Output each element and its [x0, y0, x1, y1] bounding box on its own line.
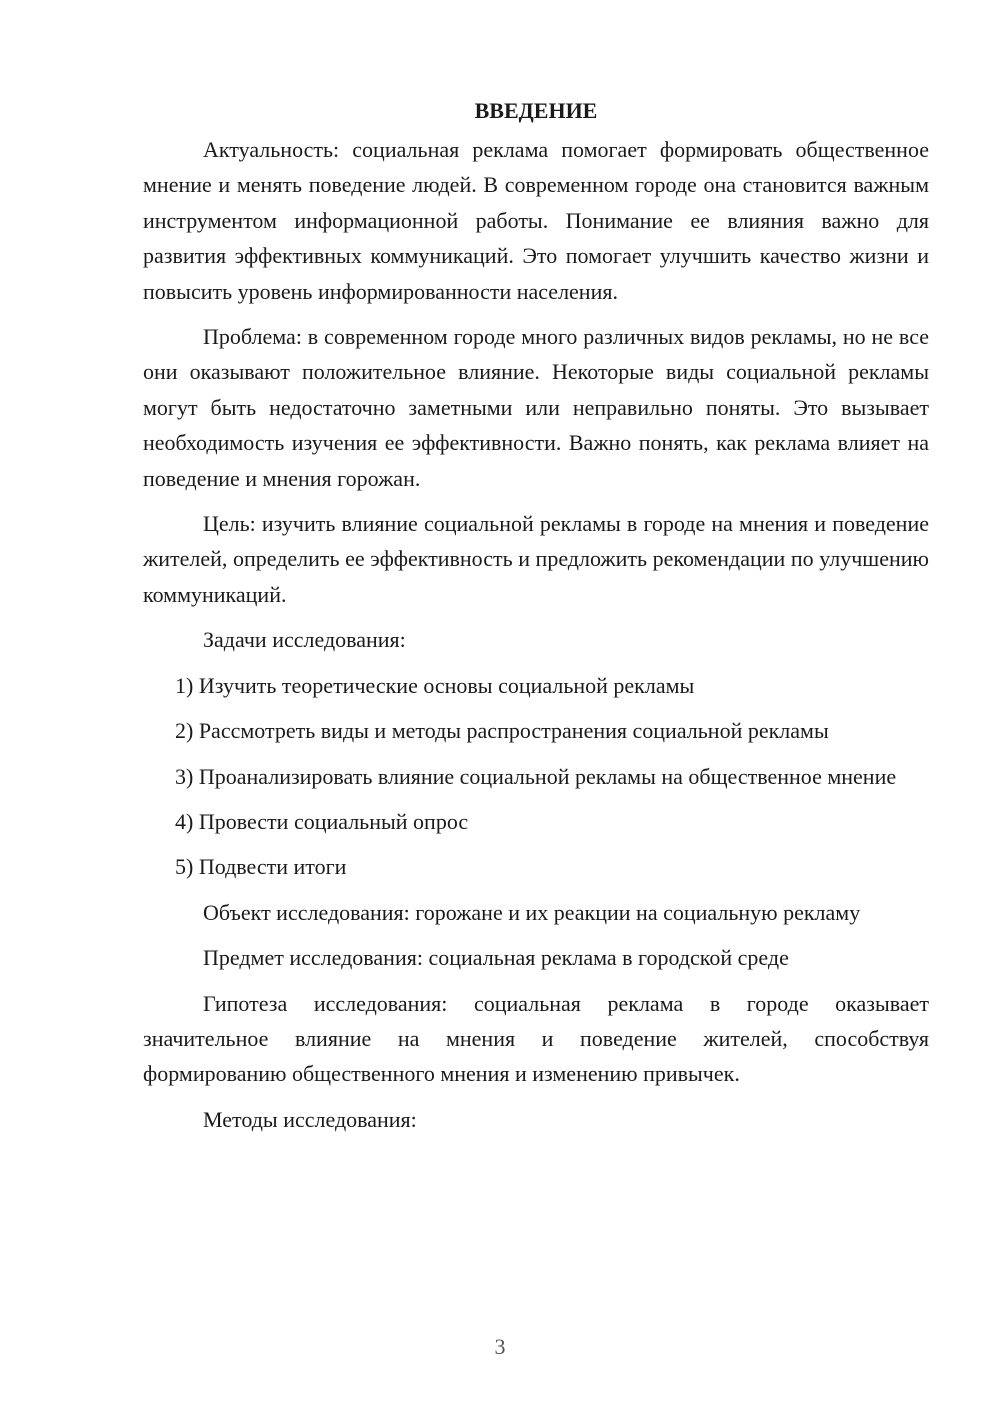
- list-item-task-3: 3) Проанализировать влияние социальной рекламы на общественное мнение: [175, 763, 897, 789]
- list-item-task-1: 1) Изучить теоретические основы социальной рекламы: [175, 672, 695, 698]
- paragraph-subject: Предмет исследования: социальная реклама в городской среде: [203, 945, 789, 971]
- paragraph-relevance: Актуальность: социальная реклама помогает формировать общественное мнение и менять поведение людей. В современном городе она становится важным инструментом информационной работы. Понимание ее влияния важно для развития эффективных коммуникаций. Это помогает улучшить качество жизни и повысить уровень информированности населения.: [143, 137, 929, 304]
- paragraph-goal: Цель: изучить влияние социальной рекламы в городе на мнения и поведение жителей, определить ее эффективность и предложить рекомендации по улучшению коммуникаций.: [143, 511, 929, 607]
- list-item-task-2: 2) Рассмотреть виды и методы распространения социальной рекламы: [175, 718, 829, 744]
- page-title: ВВЕДЕНИЕ: [474, 98, 598, 123]
- document-page: [143, 92, 929, 1147]
- paragraph-tasks-heading: Задачи исследования:: [203, 627, 406, 653]
- paragraph-methods: Методы исследования:: [203, 1106, 417, 1132]
- paragraph-problem: Проблема: в современном городе много различных видов рекламы, но не все они оказывают положительное влияние. Некоторые виды социальной рекламы могут быть недостаточно заметными или неправильно поняты. Это вызывает необходимость изучения ее эффективности. Важно понять, как реклама влияет на поведение и мнения горожан.: [143, 324, 929, 491]
- page-number: 3: [494, 1334, 506, 1359]
- paragraph-object: Объект исследования: горожане и их реакции на социальную рекламу: [203, 899, 861, 925]
- list-item-task-4: 4) Провести социальный опрос: [175, 808, 469, 834]
- list-item-task-5: 5) Подвести итоги: [175, 854, 347, 880]
- paragraph-hypothesis: Гипотеза исследования: социальная реклама в городе оказывает значительное влияние на мнения и поведение жителей, способствуя формированию общественного мнения и изменению привычек.: [143, 990, 929, 1087]
